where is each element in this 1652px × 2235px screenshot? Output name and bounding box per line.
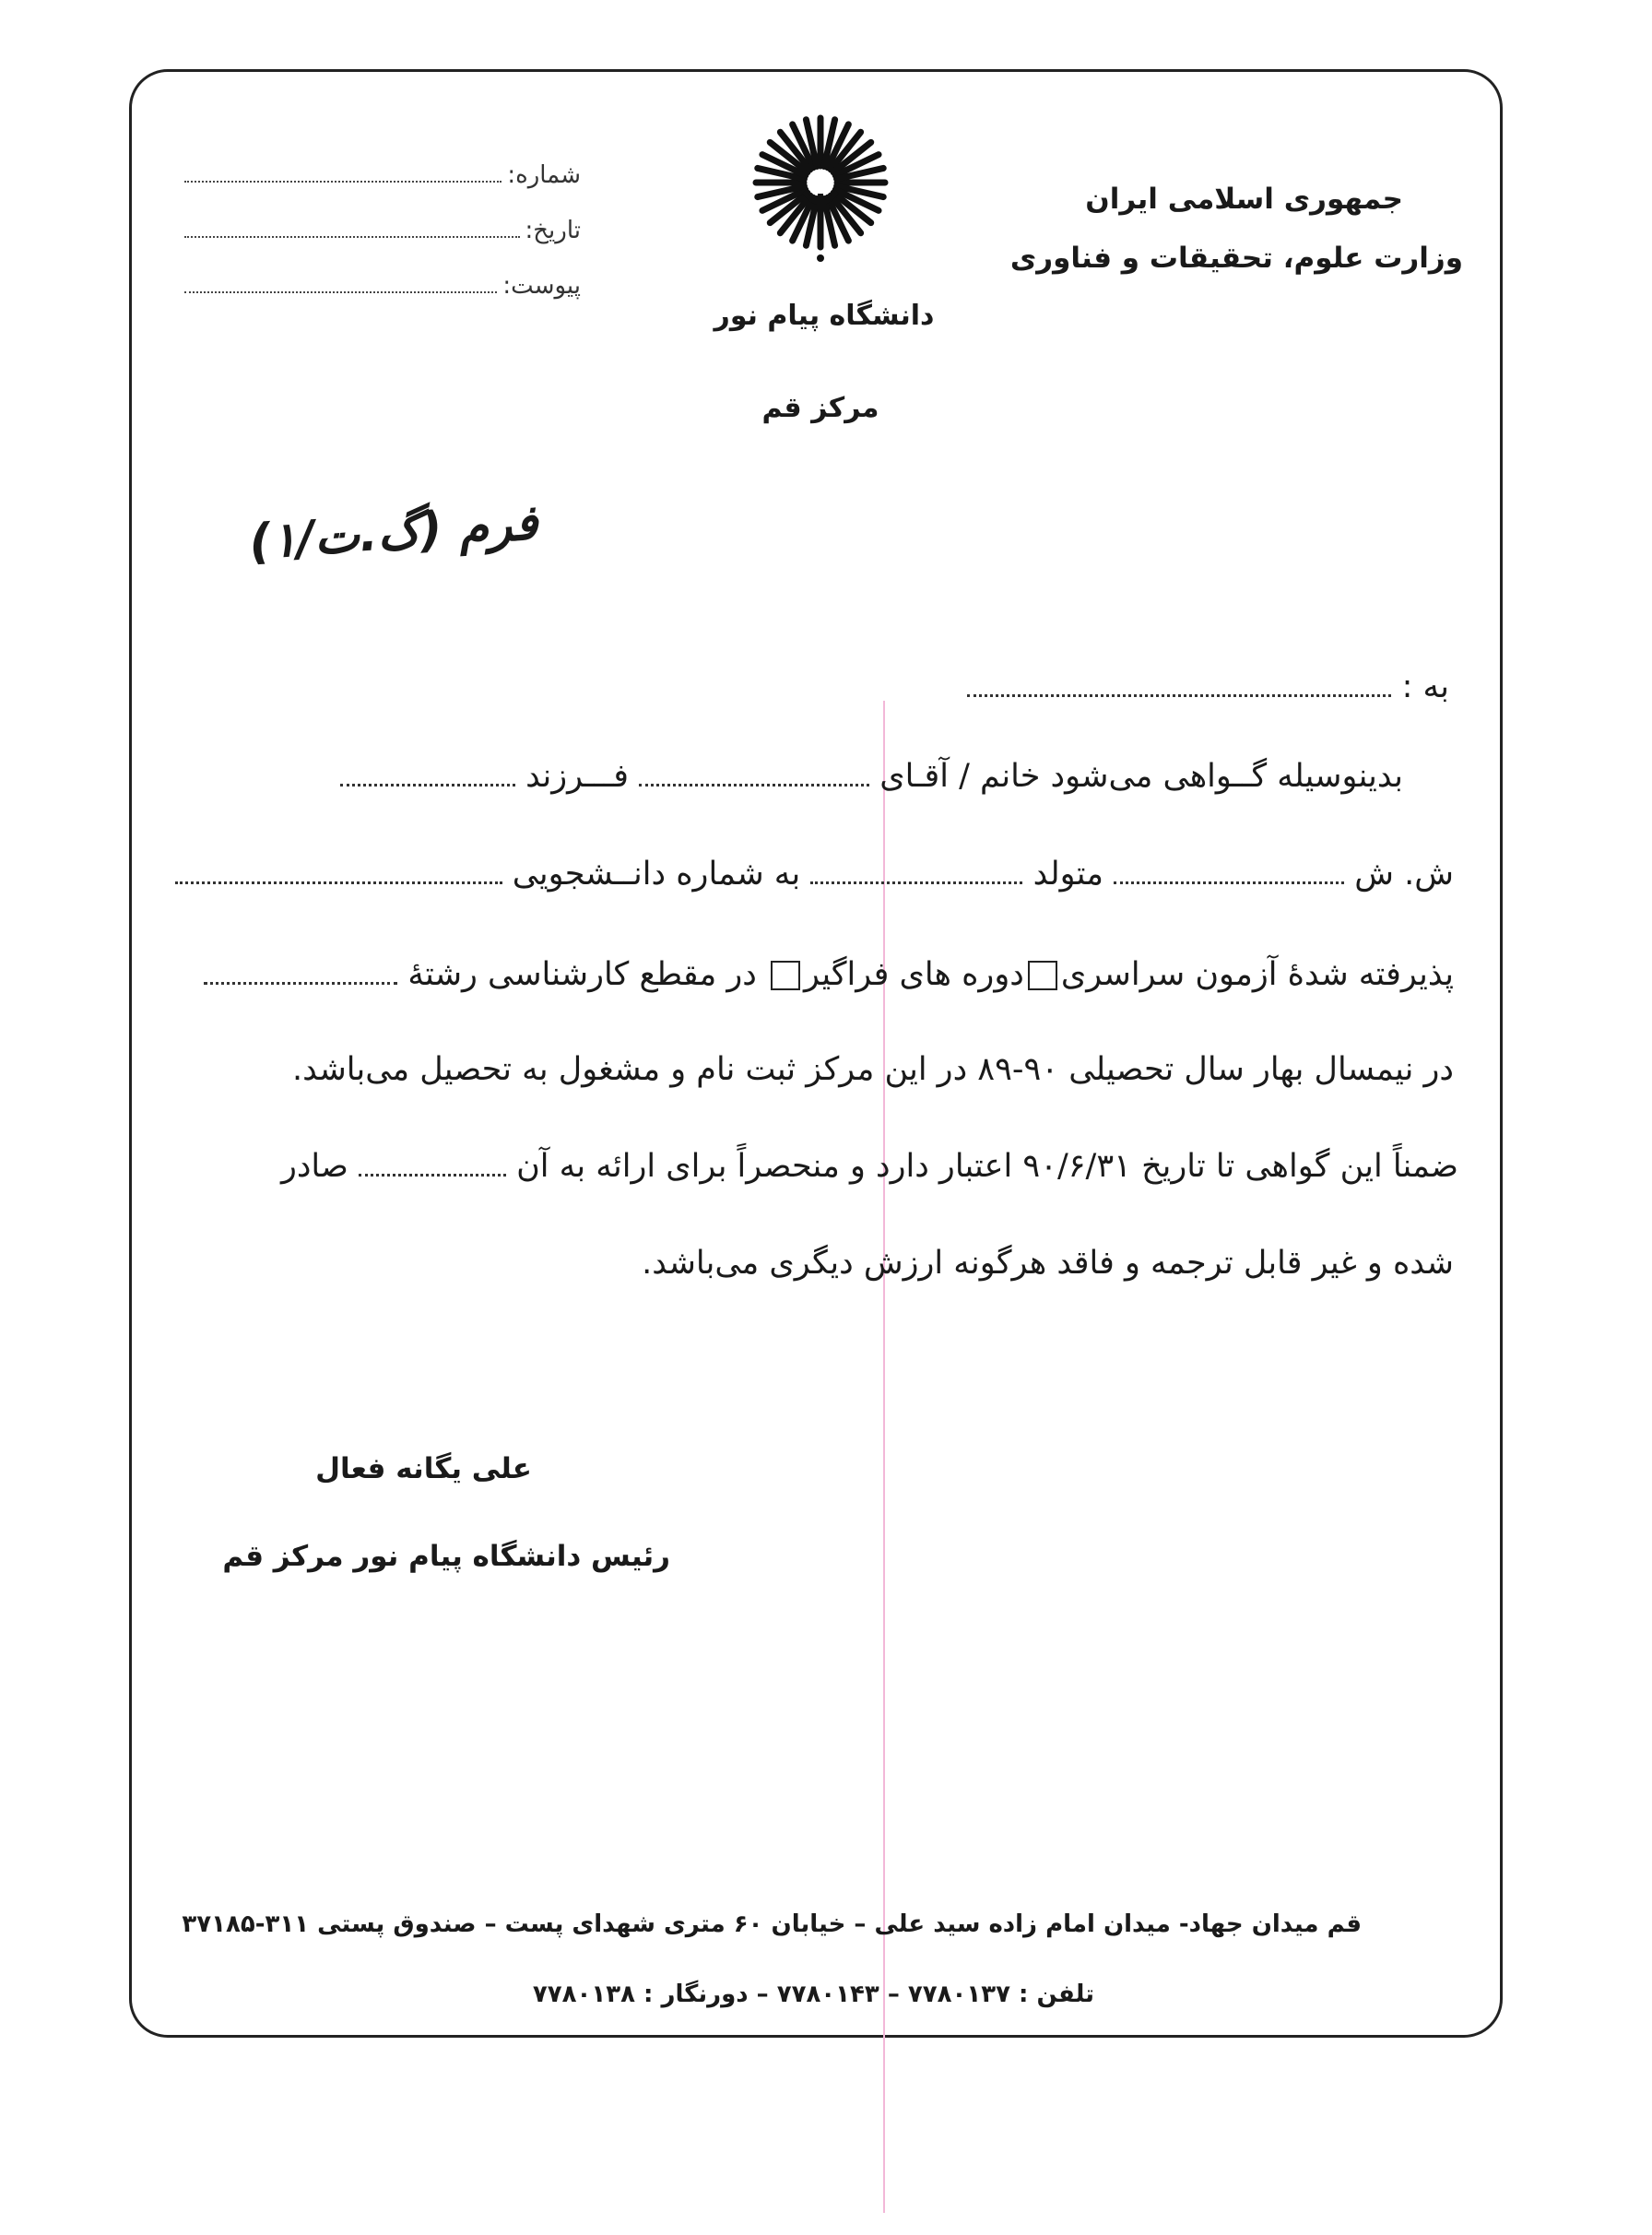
- attachment-label: پیوست:: [502, 272, 581, 300]
- comprehensive-course-checkbox: [771, 961, 800, 990]
- body-line-1-a: بدینوسیله گــواهی می‌شود خانم / آقـای: [879, 758, 1403, 795]
- to-line: [967, 668, 1449, 705]
- signatory-name: علی یگانه فعال: [315, 1452, 532, 1485]
- body-line-2-c: به شماره دانــشجویی: [512, 856, 801, 893]
- father-name-fill: [340, 763, 515, 786]
- republic-title: جمهوری اسلامی ایران: [1085, 183, 1403, 216]
- university-name: دانشگاه پیام نور: [714, 300, 935, 332]
- body-line-2: [175, 856, 1454, 893]
- date-label: تاریخ:: [525, 217, 581, 244]
- footer-phones: تلفن : ۷۷۸۰۱۳۷ – ۷۷۸۰۱۴۳ – دورنگار : ۷۷۸۰۱۳۸: [532, 1981, 1094, 2008]
- footer-address: قم میدان جهاد- میدان امام زاده سید علی – خیابان ۶۰ متری شهدای پست – صندوق پستی ۳۱۱-۳۷۱۸۵: [182, 1910, 1362, 1938]
- body-line-4: در نیمسال بهار سال تحصیلی ۹۰-۸۹ در این مرکز ثبت نام و مشغول به تحصیل می‌باشد.: [291, 1051, 1454, 1088]
- signatory-title: رئیس دانشگاه پیام نور مرکز قم: [222, 1540, 670, 1573]
- student-number-fill: [175, 861, 502, 884]
- number-label: شماره:: [507, 161, 581, 189]
- birthplace-fill: [810, 861, 1022, 884]
- body-line-3-c: در مقطع کارشناسی رشتهٔ: [407, 956, 757, 993]
- date-field: [184, 217, 581, 244]
- national-exam-checkbox: [1028, 961, 1057, 990]
- body-line-2-a: ش. ش: [1354, 856, 1454, 893]
- to-label: به :: [1401, 668, 1449, 705]
- body-line-3-b: دوره های فراگیر: [804, 956, 1024, 993]
- body-line-1-b: فـــرزند: [525, 758, 629, 795]
- number-field: [184, 161, 581, 189]
- id-number-fill: [1114, 861, 1344, 884]
- major-fill: [204, 962, 397, 985]
- center-name: مرکز قم: [761, 392, 879, 424]
- body-line-5: [281, 1148, 1458, 1185]
- body-line-3-a: پذیرفته شدهٔ آزمون سراسری: [1060, 956, 1454, 993]
- to-fill: [967, 674, 1391, 697]
- body-line-2-b: متولد: [1032, 856, 1104, 893]
- university-emblem-icon: [747, 101, 894, 272]
- form-code: فرم (گ.ت/۱): [247, 495, 540, 571]
- recipient-fill: [359, 1153, 506, 1177]
- name-fill: [639, 763, 869, 786]
- body-line-1: [340, 758, 1403, 795]
- body-line-6: شده و غیر قابل ترجمه و فاقد هرگونه ارزش دیگری می‌باشد.: [642, 1245, 1454, 1282]
- body-line-5-a: ضمناً این گواهی تا تاریخ ۹۰/۶/۳۱ اعتبار دارد و منحصراً برای ارائه به آن: [516, 1148, 1458, 1185]
- ministry-title: وزارت علوم، تحقیقات و فناوری: [1009, 242, 1463, 275]
- body-line-3: [204, 956, 1454, 993]
- attachment-field: [184, 272, 581, 300]
- body-line-5-b: صادر: [280, 1148, 348, 1185]
